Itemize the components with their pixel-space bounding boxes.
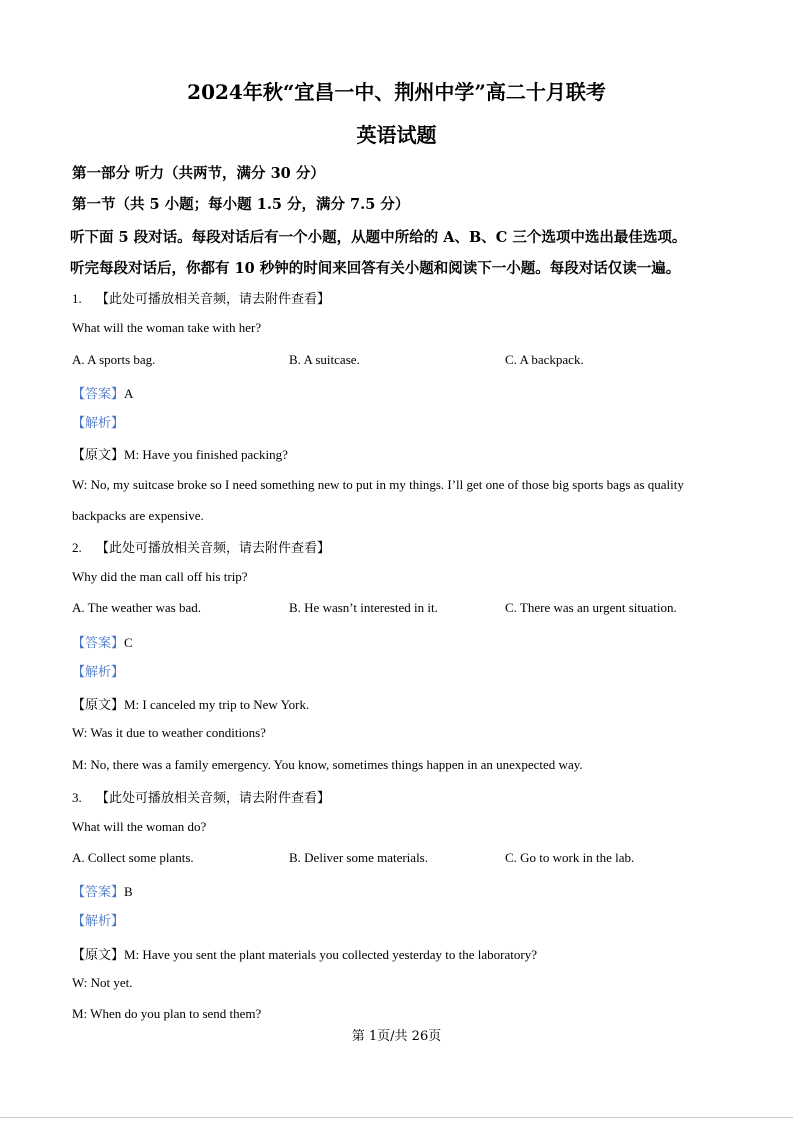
instruction-line-2: 听完每段对话后，你都有 10 秒钟的时间来回答有关小题和阅读下一小题。每段对话仅读一遍。 bbox=[70, 260, 681, 277]
transcript-text: M: I canceled my trip to New York. bbox=[124, 697, 310, 712]
question-1-answer bbox=[72, 383, 133, 402]
instruction-line-1: 听下面 5 段对话。每段对话后有一个小题，从题中所给的 A、B、C 三个选项中选出最佳选项。 bbox=[70, 229, 687, 246]
page-number: 第 1页/共 26页 bbox=[351, 1029, 442, 1044]
question-2-text: Why did the man call off his trip? bbox=[72, 569, 248, 584]
question-1-text: What will the woman take with her? bbox=[72, 320, 262, 335]
question-1-option-a: A. A sports bag. bbox=[72, 352, 156, 367]
transcript-label: 【原文】 bbox=[72, 698, 125, 713]
question-2-option-c: C. There was an urgent situation. bbox=[505, 600, 677, 615]
question-1-transcript-line-3: backpacks are expensive. bbox=[72, 508, 204, 523]
question-number: 1. bbox=[72, 291, 82, 306]
transcript-text: M: Have you sent the plant materials you collected yesterday to the laboratory? bbox=[124, 947, 537, 962]
question-2-option-b: B. He wasn’t interested in it. bbox=[289, 600, 438, 615]
question-1-transcript-line-1 bbox=[72, 444, 288, 463]
answer-label: 【答案】 bbox=[72, 636, 125, 651]
question-number: 2. bbox=[72, 540, 82, 555]
answer-label: 【答案】 bbox=[72, 387, 125, 402]
question-3-header bbox=[72, 787, 330, 806]
answer-value: C bbox=[124, 635, 133, 650]
section-heading: 第一节（共 5 小题；每小题 1.5 分，满分 7.5 分） bbox=[72, 196, 410, 213]
question-3-text: What will the woman do? bbox=[72, 819, 207, 834]
audio-note: 【此处可播放相关音频，请去附件查看】 bbox=[96, 292, 331, 307]
answer-value: A bbox=[124, 386, 134, 401]
page-bottom-divider bbox=[0, 1117, 793, 1118]
question-2-option-a: A. The weather was bad. bbox=[72, 600, 201, 615]
transcript-text: M: Have you finished packing? bbox=[124, 447, 288, 462]
question-3-option-b: B. Deliver some materials. bbox=[289, 850, 428, 865]
transcript-label: 【原文】 bbox=[72, 948, 125, 963]
answer-value: B bbox=[124, 884, 133, 899]
question-2-transcript-line-1 bbox=[72, 694, 309, 713]
question-2-transcript-line-3: M: No, there was a family emergency. You know, sometimes things happen in an unexpected way. bbox=[72, 757, 583, 772]
question-3-transcript-line-3: M: When do you plan to send them? bbox=[72, 1006, 262, 1021]
question-3-option-a: A. Collect some plants. bbox=[72, 850, 194, 865]
question-3-transcript-line-2: W: Not yet. bbox=[72, 975, 133, 990]
question-3-option-c: C. Go to work in the lab. bbox=[505, 850, 635, 865]
exam-title: 2024年秋“宜昌一中、荆州中学”高二十月联考 bbox=[187, 80, 606, 104]
question-number: 3. bbox=[72, 790, 82, 805]
transcript-label: 【原文】 bbox=[72, 448, 125, 463]
question-3-analysis-label: 【解析】 bbox=[72, 914, 125, 929]
answer-label: 【答案】 bbox=[72, 885, 125, 900]
question-1-analysis-label: 【解析】 bbox=[72, 416, 125, 431]
question-2-analysis-label: 【解析】 bbox=[72, 665, 125, 680]
question-1-option-c: C. A backpack. bbox=[505, 352, 584, 367]
question-2-transcript-line-2: W: Was it due to weather conditions? bbox=[72, 725, 266, 740]
exam-subtitle: 英语试题 bbox=[356, 123, 437, 147]
question-3-transcript-line-1 bbox=[72, 944, 537, 963]
part-heading: 第一部分 听力（共两节，满分 30 分） bbox=[72, 165, 325, 182]
question-1-option-b: B. A suitcase. bbox=[289, 352, 360, 367]
audio-note: 【此处可播放相关音频，请去附件查看】 bbox=[96, 791, 331, 806]
question-3-answer bbox=[72, 881, 133, 900]
question-2-header bbox=[72, 537, 330, 556]
audio-note: 【此处可播放相关音频，请去附件查看】 bbox=[96, 541, 331, 556]
question-1-transcript-line-2: W: No, my suitcase broke so I need something new to put in my things. I’ll get one of those big sports bags as quality bbox=[72, 477, 684, 492]
question-2-answer bbox=[72, 632, 133, 651]
question-1-header bbox=[72, 288, 330, 307]
